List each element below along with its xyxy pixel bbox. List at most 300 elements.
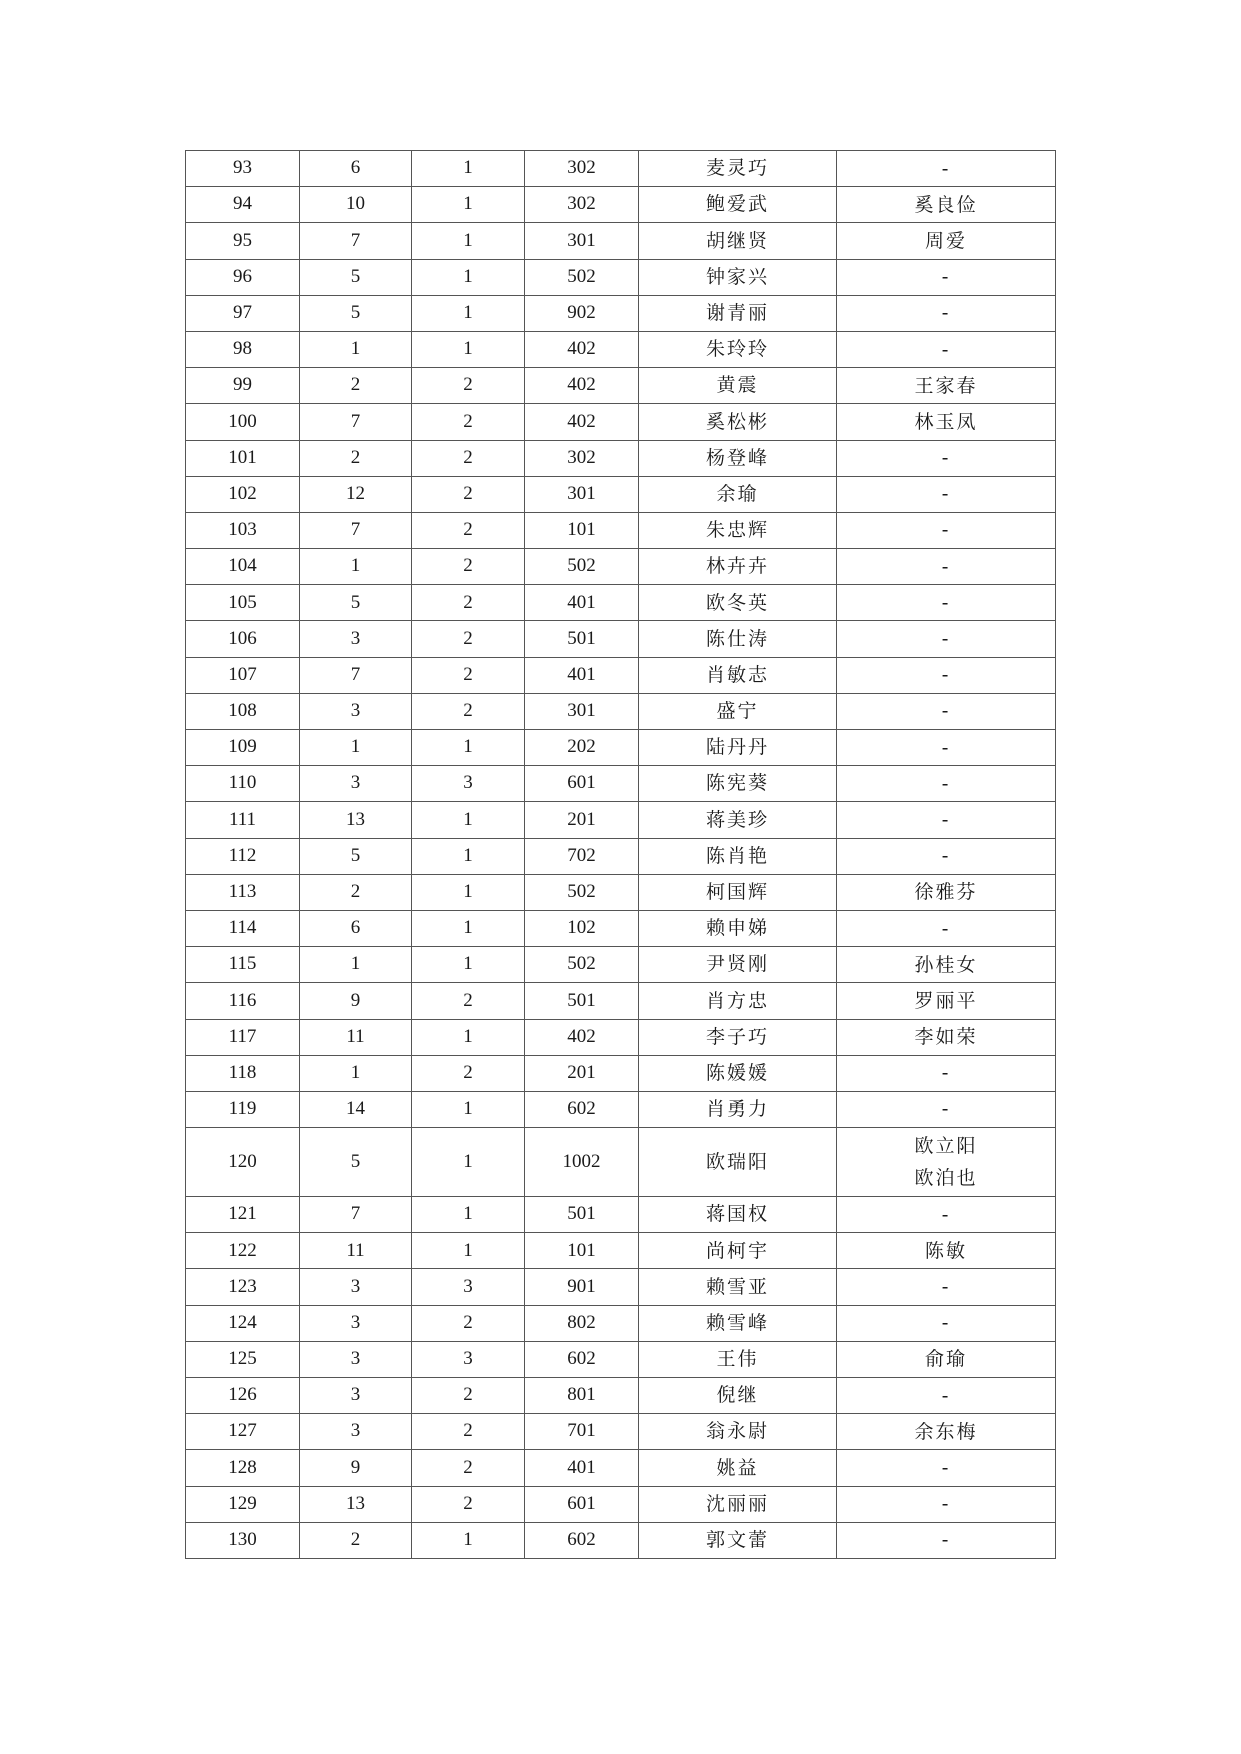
table-row	[186, 476, 1056, 512]
notes-cell	[837, 1450, 1056, 1486]
room-number-cell: 601	[525, 766, 639, 802]
row-number-cell: 119	[186, 1091, 300, 1127]
notes-cell	[837, 549, 1056, 585]
room-number-cell: 302	[525, 151, 639, 187]
room-number-cell: 901	[525, 1269, 639, 1305]
note-text: -	[941, 1456, 951, 1479]
column-2-cell: 11	[300, 1019, 412, 1055]
note-text: -	[941, 808, 951, 831]
column-3-cell: 2	[412, 1305, 525, 1341]
notes-cell	[837, 657, 1056, 693]
notes-cell	[837, 187, 1056, 223]
note-text: -	[941, 664, 951, 687]
table-row	[186, 1197, 1056, 1233]
row-number-cell: 118	[186, 1055, 300, 1091]
row-number-cell: 107	[186, 657, 300, 693]
note-text: -	[941, 591, 951, 614]
column-3-cell: 2	[412, 1414, 525, 1450]
name-cell: 尚柯宇	[639, 1233, 837, 1269]
column-2-cell: 6	[300, 910, 412, 946]
name-cell: 肖勇力	[639, 1091, 837, 1127]
name-cell: 翁永尉	[639, 1414, 837, 1450]
row-number-cell: 117	[186, 1019, 300, 1055]
notes-cell	[837, 1269, 1056, 1305]
note-text: -	[941, 1276, 951, 1299]
name-cell: 余瑜	[639, 476, 837, 512]
column-2-cell: 14	[300, 1091, 412, 1127]
name-cell: 柯国辉	[639, 874, 837, 910]
room-number-cell: 502	[525, 259, 639, 295]
name-cell: 钟家兴	[639, 259, 837, 295]
notes-cell	[837, 874, 1056, 910]
table-row	[186, 1233, 1056, 1269]
note-text: -	[941, 1493, 951, 1516]
row-number-cell: 129	[186, 1486, 300, 1522]
row-number-cell: 96	[186, 259, 300, 295]
column-3-cell: 2	[412, 585, 525, 621]
table-row	[186, 404, 1056, 440]
room-number-cell: 402	[525, 331, 639, 367]
row-number-cell: 113	[186, 874, 300, 910]
notes-cell	[837, 440, 1056, 476]
name-cell: 朱忠辉	[639, 512, 837, 548]
table-row	[186, 766, 1056, 802]
name-cell: 倪继	[639, 1378, 837, 1414]
note-text: 周爱	[924, 229, 967, 252]
name-cell: 陈媛媛	[639, 1055, 837, 1091]
row-number-cell: 101	[186, 440, 300, 476]
column-3-cell: 3	[412, 1341, 525, 1377]
column-2-cell: 3	[300, 766, 412, 802]
room-number-cell: 402	[525, 1019, 639, 1055]
name-cell: 欧冬英	[639, 585, 837, 621]
column-2-cell: 1	[300, 947, 412, 983]
column-2-cell: 5	[300, 838, 412, 874]
column-3-cell: 1	[412, 910, 525, 946]
room-number-cell: 101	[525, 512, 639, 548]
column-3-cell: 1	[412, 802, 525, 838]
name-cell: 郭文蕾	[639, 1522, 837, 1558]
column-2-cell: 1	[300, 730, 412, 766]
row-number-cell: 110	[186, 766, 300, 802]
room-number-cell: 401	[525, 657, 639, 693]
column-2-cell: 1	[300, 549, 412, 585]
room-number-cell: 301	[525, 223, 639, 259]
room-number-cell: 602	[525, 1341, 639, 1377]
column-3-cell: 2	[412, 440, 525, 476]
name-cell: 胡继贤	[639, 223, 837, 259]
table-row	[186, 1341, 1056, 1377]
column-3-cell: 1	[412, 223, 525, 259]
room-number-cell: 502	[525, 947, 639, 983]
name-cell: 陈宪葵	[639, 766, 837, 802]
room-number-cell: 701	[525, 1414, 639, 1450]
room-number-cell: 501	[525, 621, 639, 657]
column-2-cell: 3	[300, 1305, 412, 1341]
data-table	[185, 150, 1056, 1559]
notes-cell	[837, 766, 1056, 802]
note-text: -	[941, 736, 951, 759]
column-2-cell: 3	[300, 1414, 412, 1450]
table-row	[186, 730, 1056, 766]
name-cell: 陆丹丹	[639, 730, 837, 766]
note-text: -	[941, 1384, 951, 1407]
name-cell: 沈丽丽	[639, 1486, 837, 1522]
notes-cell	[837, 151, 1056, 187]
name-cell: 蒋国权	[639, 1197, 837, 1233]
room-number-cell: 202	[525, 730, 639, 766]
row-number-cell: 126	[186, 1378, 300, 1414]
room-number-cell: 601	[525, 1486, 639, 1522]
column-3-cell: 2	[412, 512, 525, 548]
column-2-cell: 1	[300, 331, 412, 367]
table-row	[186, 368, 1056, 404]
table-row	[186, 838, 1056, 874]
table-row	[186, 1091, 1056, 1127]
row-number-cell: 105	[186, 585, 300, 621]
column-3-cell: 3	[412, 1269, 525, 1305]
note-text: 奚良俭	[914, 193, 978, 216]
notes-cell	[837, 1305, 1056, 1341]
name-cell: 奚松彬	[639, 404, 837, 440]
table-row	[186, 187, 1056, 223]
column-2-cell: 2	[300, 440, 412, 476]
notes-cell	[837, 910, 1056, 946]
notes-cell	[837, 368, 1056, 404]
column-3-cell: 2	[412, 693, 525, 729]
notes-cell	[837, 1233, 1056, 1269]
note-text: -	[941, 917, 951, 940]
column-3-cell: 1	[412, 187, 525, 223]
name-cell: 陈仕涛	[639, 621, 837, 657]
note-text: 王家春	[914, 374, 978, 397]
note-text: -	[941, 483, 951, 506]
notes-cell	[837, 1197, 1056, 1233]
column-3-cell: 2	[412, 1486, 525, 1522]
name-cell: 肖敏志	[639, 657, 837, 693]
column-2-cell: 2	[300, 874, 412, 910]
table-row	[186, 259, 1056, 295]
notes-cell	[837, 1128, 1056, 1197]
room-number-cell: 302	[525, 440, 639, 476]
row-number-cell: 100	[186, 404, 300, 440]
notes-cell	[837, 476, 1056, 512]
table-row	[186, 802, 1056, 838]
row-number-cell: 115	[186, 947, 300, 983]
column-3-cell: 1	[412, 730, 525, 766]
notes-cell	[837, 1341, 1056, 1377]
column-2-cell: 6	[300, 151, 412, 187]
row-number-cell: 114	[186, 910, 300, 946]
note-text: 孙桂女	[914, 953, 978, 976]
column-3-cell: 1	[412, 838, 525, 874]
row-number-cell: 102	[186, 476, 300, 512]
column-3-cell: 2	[412, 1450, 525, 1486]
note-text: -	[941, 338, 951, 361]
column-2-cell: 2	[300, 1522, 412, 1558]
room-number-cell: 502	[525, 549, 639, 585]
table-row	[186, 440, 1056, 476]
notes-cell	[837, 1378, 1056, 1414]
column-3-cell: 2	[412, 657, 525, 693]
notes-cell	[837, 730, 1056, 766]
row-number-cell: 106	[186, 621, 300, 657]
table-row	[186, 1055, 1056, 1091]
column-3-cell: 2	[412, 983, 525, 1019]
name-cell: 盛宁	[639, 693, 837, 729]
row-number-cell: 97	[186, 295, 300, 331]
column-3-cell: 2	[412, 476, 525, 512]
name-cell: 黄震	[639, 368, 837, 404]
notes-cell	[837, 983, 1056, 1019]
column-2-cell: 7	[300, 404, 412, 440]
column-2-cell: 2	[300, 368, 412, 404]
column-2-cell: 3	[300, 1378, 412, 1414]
name-cell: 谢青丽	[639, 295, 837, 331]
notes-cell	[837, 1019, 1056, 1055]
note-text: 林玉凤	[914, 410, 978, 433]
column-3-cell: 1	[412, 151, 525, 187]
name-cell: 赖雪亚	[639, 1269, 837, 1305]
notes-cell	[837, 947, 1056, 983]
table-row	[186, 1378, 1056, 1414]
column-3-cell: 1	[412, 1091, 525, 1127]
room-number-cell: 302	[525, 187, 639, 223]
name-cell: 赖申娣	[639, 910, 837, 946]
note-text: 余东梅	[914, 1420, 978, 1443]
table-row	[186, 549, 1056, 585]
table-row	[186, 331, 1056, 367]
column-3-cell: 1	[412, 1197, 525, 1233]
note-text: 李如荣	[914, 1026, 978, 1049]
row-number-cell: 121	[186, 1197, 300, 1233]
column-2-cell: 13	[300, 802, 412, 838]
column-3-cell: 2	[412, 549, 525, 585]
row-number-cell: 116	[186, 983, 300, 1019]
row-number-cell: 108	[186, 693, 300, 729]
row-number-cell: 123	[186, 1269, 300, 1305]
notes-cell	[837, 693, 1056, 729]
row-number-cell: 111	[186, 802, 300, 838]
room-number-cell: 702	[525, 838, 639, 874]
row-number-cell: 103	[186, 512, 300, 548]
name-cell: 蒋美珍	[639, 802, 837, 838]
room-number-cell: 501	[525, 983, 639, 1019]
room-number-cell: 201	[525, 1055, 639, 1091]
note-text: 欧泊也	[914, 1167, 978, 1190]
room-number-cell: 301	[525, 476, 639, 512]
note-text: 徐雅芬	[914, 881, 978, 904]
name-cell: 赖雪峰	[639, 1305, 837, 1341]
name-cell: 李子巧	[639, 1019, 837, 1055]
row-number-cell: 104	[186, 549, 300, 585]
row-number-cell: 124	[186, 1305, 300, 1341]
row-number-cell: 99	[186, 368, 300, 404]
name-cell: 姚益	[639, 1450, 837, 1486]
column-2-cell: 3	[300, 1341, 412, 1377]
table-row	[186, 512, 1056, 548]
name-cell: 麦灵巧	[639, 151, 837, 187]
row-number-cell: 93	[186, 151, 300, 187]
name-cell: 尹贤刚	[639, 947, 837, 983]
column-3-cell: 1	[412, 331, 525, 367]
column-3-cell: 2	[412, 1378, 525, 1414]
row-number-cell: 128	[186, 1450, 300, 1486]
room-number-cell: 401	[525, 1450, 639, 1486]
note-text: 陈敏	[924, 1239, 967, 1262]
table-row	[186, 983, 1056, 1019]
column-2-cell: 13	[300, 1486, 412, 1522]
table-row	[186, 947, 1056, 983]
table-row	[186, 1522, 1056, 1558]
table-row	[186, 295, 1056, 331]
row-number-cell: 109	[186, 730, 300, 766]
note-text: -	[941, 1098, 951, 1121]
column-2-cell: 7	[300, 512, 412, 548]
notes-cell	[837, 1522, 1056, 1558]
row-number-cell: 95	[186, 223, 300, 259]
room-number-cell: 101	[525, 1233, 639, 1269]
name-cell: 杨登峰	[639, 440, 837, 476]
column-3-cell: 2	[412, 1055, 525, 1091]
table-row	[186, 1305, 1056, 1341]
note-text: -	[941, 845, 951, 868]
row-number-cell: 122	[186, 1233, 300, 1269]
note-text: -	[941, 1062, 951, 1085]
column-2-cell: 10	[300, 187, 412, 223]
table-row	[186, 151, 1056, 187]
column-3-cell: 2	[412, 621, 525, 657]
table-row	[186, 585, 1056, 621]
name-cell: 林卉卉	[639, 549, 837, 585]
table-row	[186, 1128, 1056, 1197]
name-cell: 朱玲玲	[639, 331, 837, 367]
room-number-cell: 102	[525, 910, 639, 946]
notes-cell	[837, 1055, 1056, 1091]
room-number-cell: 402	[525, 368, 639, 404]
notes-cell	[837, 838, 1056, 874]
column-3-cell: 2	[412, 404, 525, 440]
room-number-cell: 301	[525, 693, 639, 729]
row-number-cell: 112	[186, 838, 300, 874]
table-row	[186, 621, 1056, 657]
column-2-cell: 1	[300, 1055, 412, 1091]
name-cell: 陈肖艳	[639, 838, 837, 874]
row-number-cell: 127	[186, 1414, 300, 1450]
table-row	[186, 1269, 1056, 1305]
room-number-cell: 501	[525, 1197, 639, 1233]
column-3-cell: 1	[412, 1019, 525, 1055]
notes-cell	[837, 1414, 1056, 1450]
room-number-cell: 402	[525, 404, 639, 440]
table-row	[186, 1450, 1056, 1486]
column-3-cell: 1	[412, 295, 525, 331]
notes-cell	[837, 585, 1056, 621]
row-number-cell: 125	[186, 1341, 300, 1377]
column-2-cell: 9	[300, 983, 412, 1019]
column-3-cell: 3	[412, 766, 525, 802]
notes-cell	[837, 1486, 1056, 1522]
note-text: -	[941, 447, 951, 470]
row-number-cell: 94	[186, 187, 300, 223]
table-body	[186, 151, 1056, 1559]
column-2-cell: 5	[300, 585, 412, 621]
table-row	[186, 874, 1056, 910]
note-text: -	[941, 519, 951, 542]
column-2-cell: 3	[300, 693, 412, 729]
column-3-cell: 1	[412, 1128, 525, 1197]
name-cell: 肖方忠	[639, 983, 837, 1019]
note-text: -	[941, 1312, 951, 1335]
table-row	[186, 1414, 1056, 1450]
note-text: -	[941, 700, 951, 723]
room-number-cell: 201	[525, 802, 639, 838]
note-text: 罗丽平	[914, 989, 978, 1012]
notes-cell	[837, 802, 1056, 838]
column-3-cell: 1	[412, 259, 525, 295]
note-text: 俞瑜	[924, 1348, 967, 1371]
table-row	[186, 1019, 1056, 1055]
column-2-cell: 5	[300, 259, 412, 295]
column-2-cell: 7	[300, 657, 412, 693]
row-number-cell: 98	[186, 331, 300, 367]
notes-cell	[837, 259, 1056, 295]
name-cell: 王伟	[639, 1341, 837, 1377]
room-number-cell: 801	[525, 1378, 639, 1414]
row-number-cell: 130	[186, 1522, 300, 1558]
column-2-cell: 5	[300, 295, 412, 331]
column-2-cell: 12	[300, 476, 412, 512]
table-row	[186, 693, 1056, 729]
note-text: -	[941, 1203, 951, 1226]
column-2-cell: 3	[300, 1269, 412, 1305]
note-text: -	[941, 772, 951, 795]
note-text: -	[941, 302, 951, 325]
column-2-cell: 11	[300, 1233, 412, 1269]
table-row	[186, 657, 1056, 693]
column-2-cell: 7	[300, 1197, 412, 1233]
note-text: -	[941, 628, 951, 651]
note-text: -	[941, 555, 951, 578]
notes-cell	[837, 404, 1056, 440]
column-2-cell: 7	[300, 223, 412, 259]
column-2-cell: 5	[300, 1128, 412, 1197]
column-2-cell: 3	[300, 621, 412, 657]
column-3-cell: 1	[412, 947, 525, 983]
table-row	[186, 223, 1056, 259]
column-2-cell: 9	[300, 1450, 412, 1486]
column-3-cell: 1	[412, 1233, 525, 1269]
note-text: -	[941, 266, 951, 289]
room-number-cell: 602	[525, 1091, 639, 1127]
name-cell: 鲍爱武	[639, 187, 837, 223]
column-3-cell: 1	[412, 1522, 525, 1558]
notes-cell	[837, 621, 1056, 657]
room-number-cell: 902	[525, 295, 639, 331]
notes-cell	[837, 295, 1056, 331]
name-cell: 欧瑞阳	[639, 1128, 837, 1197]
notes-cell	[837, 331, 1056, 367]
table-row	[186, 1486, 1056, 1522]
column-3-cell: 1	[412, 874, 525, 910]
notes-cell	[837, 223, 1056, 259]
notes-cell	[837, 1091, 1056, 1127]
room-number-cell: 802	[525, 1305, 639, 1341]
room-number-cell: 401	[525, 585, 639, 621]
row-number-cell: 120	[186, 1128, 300, 1197]
note-text: -	[941, 157, 951, 180]
room-number-cell: 502	[525, 874, 639, 910]
